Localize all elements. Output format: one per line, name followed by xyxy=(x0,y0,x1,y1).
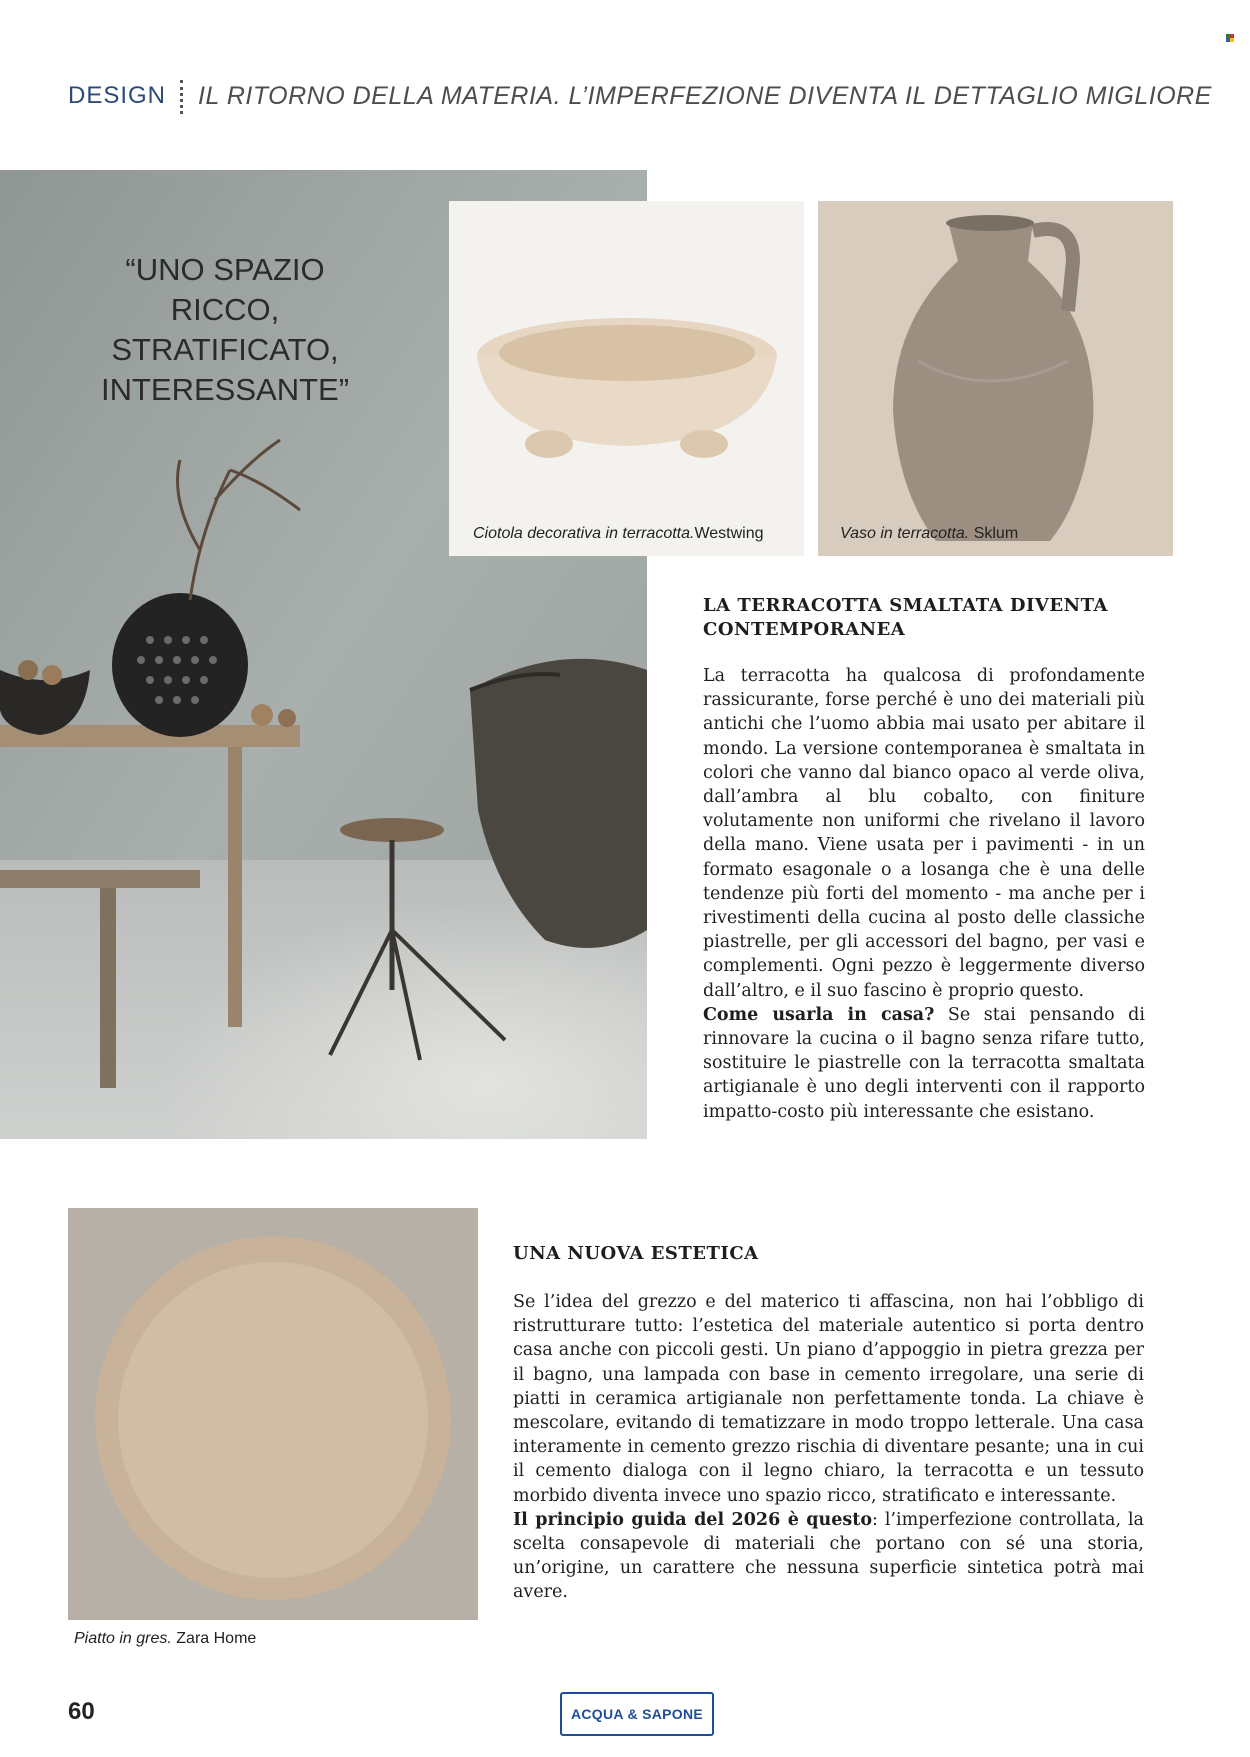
article2-lead: Il principio guida del 2026 è questo xyxy=(513,1509,872,1530)
vase-caption: Vaso in terracotta. Sklum xyxy=(840,525,1019,542)
bowl-caption: Ciotola decorativa in terracotta.Westwing xyxy=(473,525,764,542)
article2-body xyxy=(513,1290,1144,1605)
article1-lead-body: Se stai pensando di rinnovare la cucina o il bagno senza rifare tutto, sostituire le piastrelle con la terracotta smaltata artigianale è uno degli interventi con il rapporto impatto-costo più interessante che esistano. xyxy=(703,1004,1145,1122)
vase-product-card xyxy=(818,201,1173,556)
stoneware-plate-image xyxy=(68,1208,478,1620)
section-label: DESIGN xyxy=(68,82,167,109)
article1-body xyxy=(703,664,1145,1124)
vase-brand: Sklum xyxy=(973,525,1019,542)
plate-brand: Zara Home xyxy=(176,1630,257,1647)
corner-color-mark xyxy=(1226,34,1234,42)
pull-quote: “UNO SPAZIO RICCO, STRATIFICATO, INTERESSANTE” xyxy=(100,252,350,407)
acqua-sapone-logo: ACQUA & SAPONE xyxy=(560,1692,714,1736)
article2-paragraph: Se l’idea del grezzo e del materico ti affascina, non hai l’obbligo di ristrutturare tutto: l’estetica del materiale autentico si porta dentro casa anche con piccoli gesti. Un piano d’appoggio in pietra grezza per il bagno, una lampada con base in cemento irregolare, una serie di piatti in ceramica artigianale non perfettamente tonda. La chiave è mescolare, evitando di tematizzare in modo troppo letterale. Una casa interamente in cemento grezzo rischia di diventare pesante; una in cui il cemento dialoga con il legno chiaro, la terracotta e un tessuto morbido diventa invece uno spazio ricco, stratificato e interessante. xyxy=(513,1292,1144,1506)
bowl-product-card xyxy=(449,201,804,556)
article1-paragraph: La terracotta ha qualcosa di profondamente rassicurante, forse perché è uno dei materiali più antichi che l’uomo abbia mai usato per abitare il mondo. La versione contemporanea è smaltata in colori che vanno dal bianco opaco al verde oliva, dall’ambra al blu cobalto, con finiture volutamente non uniformi che rivelano il lavoro della mano. Viene usata per i pavimenti - in un formato esagonale o a losanga che è una delle tendenze più forti del momento - ma anche per i rivestimenti della cucina al posto delle classiche piastrelle, per gli accessori del bagno, per vasi e complementi. Ogni pezzo è leggermente diverso dall’altro, e il suo fascino è proprio questo. xyxy=(703,666,1145,1001)
article1-title: LA TERRACOTTA SMALTATA DIVENTA CONTEMPORANEA xyxy=(703,595,1108,640)
terracotta-vase-image xyxy=(818,201,1173,556)
article1-lead: Come usarla in casa? xyxy=(703,1004,935,1025)
page-number: 60 xyxy=(68,1698,95,1725)
article2-title: UNA NUOVA ESTETICA xyxy=(513,1243,759,1264)
header-divider xyxy=(180,80,183,114)
plate-photo xyxy=(68,1208,478,1620)
terracotta-bowl-image xyxy=(449,201,804,556)
page-headline: IL RITORNO DELLA MATERIA. L’IMPERFEZIONE DIVENTA IL DETTAGLIO MIGLIORE xyxy=(198,82,1212,110)
plate-caption: Piatto in gres. Zara Home xyxy=(74,1630,257,1647)
bowl-brand: Westwing xyxy=(694,525,764,542)
article2-lead-body: : l’imperfezione controllata, la scelta consapevole di materiali che portano con sé una storia, un’origine, un carattere che nessuna superficie sintetica potrà mai avere. xyxy=(513,1509,1144,1603)
